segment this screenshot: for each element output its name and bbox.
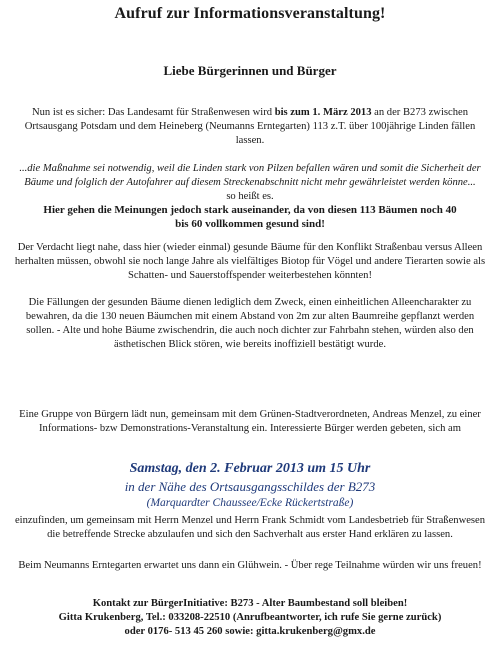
document-title: Aufruf zur Informationsveranstaltung!: [114, 5, 386, 22]
invitation-paragraph: Eine Gruppe von Bürgern lädt nun, gemeinsam mit dem Grünen-Stadtverordneten, Andreas Menzel, zu einer Informations- bzw Demonstrations-Veranstaltung ein. Interessierte Bürger werden gebeten, sich am: [19, 409, 481, 434]
event-address: (Marquardter Chaussee/Ecke Rückertstraße): [146, 497, 354, 509]
quote-text: ...die Maßnahme sei notwendig, weil die Linden stark von Pilzen befallen wären und somit die Sicherheit der Bäume und folglich der Autofahrer auf diesem Streckenabschnitt nicht mehr gewährleistet werden könne...: [19, 163, 481, 188]
intro-text-b: an der B273 zwischen Ortsausgang Potsdam und dem Heineberg (Neumanns Erntegarten) 113 z.T. über 100jährige Linden fällen lassen.: [24, 107, 476, 146]
closing-paragraph: Beim Neumanns Erntegarten erwartet uns dann ein Glühwein. - Über rege Teilnahme würden wir uns freuen!: [18, 560, 482, 571]
intro-text-a: Nun ist es sicher: Das Landesamt für Straßenwesen wird: [31, 107, 275, 118]
contact-block: [10, 597, 490, 639]
contact-phone: Gitta Krukenberg, Tel.: 033208-22510 (Anrufbeantworter, ich rufe Sie gerne zurück): [58, 612, 442, 623]
salutation: Liebe Bürgerinnen und Bürger: [163, 63, 337, 78]
walk-paragraph: einzufinden, um gemeinsam mit Herrn Menzel und Herrn Frank Schmidt vom Landesbetrieb für Straßenwesen die betreffende Strecke abzulaufen und sich den Sachverhalt aus erster Hand erklären zu lassen.: [14, 515, 486, 540]
quote-attribution: so heißt es.: [226, 191, 274, 202]
suspicion-paragraph: Der Verdacht liegt nahe, dass hier (wieder einmal) gesunde Bäume für den Konflikt Straßenbau versus Alleen herhalten müssen, obwohl sie noch lange Jahre als vielfältiges Biotop für Vögel und andere Tierarten sowie als Schatten- und Sauerstoffspender weiterbestehen könnten!: [14, 242, 486, 281]
event-block: [0, 460, 500, 511]
event-date: Samstag, den 2. Februar 2013 um 15 Uhr: [129, 461, 371, 476]
quote-paragraph: [14, 162, 486, 204]
contact-initiative: Kontakt zur BürgerInitiative: B273 - Alter Baumbestand soll bleiben!: [92, 598, 408, 609]
deadline-highlight: bis zum 1. März 2013: [274, 107, 372, 118]
contact-email: oder 0176- 513 45 260 sowie: gitta.krukenberg@gmx.de: [124, 626, 376, 637]
event-place: in der Nähe des Ortsausgangsschildes der B273: [124, 479, 376, 494]
felling-paragraph: Die Fällungen der gesunden Bäume dienen lediglich dem Zweck, einen einheitlichen Alleencharakter zu bewahren, da die 130 neuen Bäumchen mit einem Abstand von 2m zur alten Baumreihe gepflanzt werden sollen. - Alte und hohe Bäume zwischendrin, die auch noch dichter zur Fahrbahn stehen, würden also den ästhetischen Blick stören, wie bereits inoffiziell bestätigt wurde.: [25, 297, 475, 350]
headline-statement: Hier gehen die Meinungen jedoch stark auseinander, da von diesen 113 Bäumen noch 40 bis 60 vollkommen gesund sind!: [43, 204, 457, 230]
intro-paragraph: [14, 106, 486, 148]
